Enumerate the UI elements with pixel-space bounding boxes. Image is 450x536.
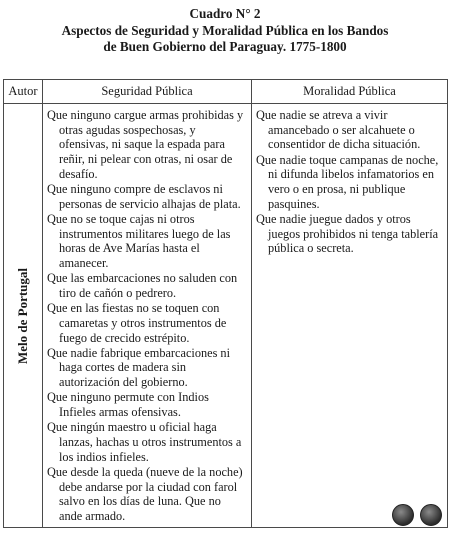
seguridad-item: Que ningún maestro u oficial haga lanzas, hachas u otros instrumentos a los indios infieles. <box>47 420 242 464</box>
header-seguridad: Seguridad Pública <box>43 80 252 104</box>
caption-title-line2: de Buen Gobierno del Paraguay. 1775-1800 <box>103 39 347 54</box>
seguridad-item: Que las embarcaciones no saluden con tiro de cañón o pedrero. <box>47 271 238 300</box>
caption-number: Cuadro N° 2 <box>189 6 261 21</box>
author-cell <box>4 104 43 528</box>
previous-page-icon[interactable] <box>392 504 414 526</box>
table-caption <box>0 6 450 56</box>
seguridad-item: Que ninguno permute con Indios Infieles armas ofensivas. <box>47 390 209 420</box>
seguridad-item: Que ninguno cargue armas prohibidas y otras agudas sospechosas, y ofensivas, ni saque la espada para reñir, ni pelear con otras, ni osar de desafío. <box>47 108 244 181</box>
caption-title-line1: Aspectos de Seguridad y Moralidad Pública en los Bandos <box>61 22 389 38</box>
seguridad-cell <box>43 104 252 528</box>
seguridad-item: Que no se toque cajas ni otros instrumentos militares luego de las horas de Ave Marías hasta el amanecer. <box>47 211 231 271</box>
seguridad-item: Que en las fiestas no se toquen con camaretas y otros instrumentos de fuego de crecido estrépito. <box>47 301 227 345</box>
author-name: Melo de Portugal <box>15 267 30 364</box>
header-moralidad: Moralidad Pública <box>252 80 448 104</box>
table-row <box>4 104 448 528</box>
moralidad-cell <box>252 104 448 528</box>
header-row <box>4 80 448 104</box>
moralidad-item: Que nadie juegue dados y otros juegos prohibidos ni tenga tablería pública o secreta. <box>256 211 439 256</box>
seguridad-item: Que nadie fabrique embarcaciones ni haga cortes de madera sin autorización del gobierno. <box>47 345 231 390</box>
seguridad-item: Que ninguno compre de esclavos ni personas de servicio alhajas de plata. <box>47 182 241 211</box>
moralidad-item: Que nadie toque campanas de noche, ni difunda libelos infamatorios en vero o en prosa, ni publique pasquines. <box>256 152 439 211</box>
moralidad-item: Que nadie se atreva a vivir amancebado o ser alcahuete o consentidor de dicha situación. <box>256 108 421 152</box>
header-autor: Autor <box>4 80 43 104</box>
viewer-controls <box>392 504 442 526</box>
bandos-table <box>3 79 448 528</box>
seguridad-item: Que desde la queda (nueve de la noche) debe andarse por la ciudad con farol salvo en los días de luna. Que no ande armado. <box>47 464 243 523</box>
next-page-icon[interactable] <box>420 504 442 526</box>
